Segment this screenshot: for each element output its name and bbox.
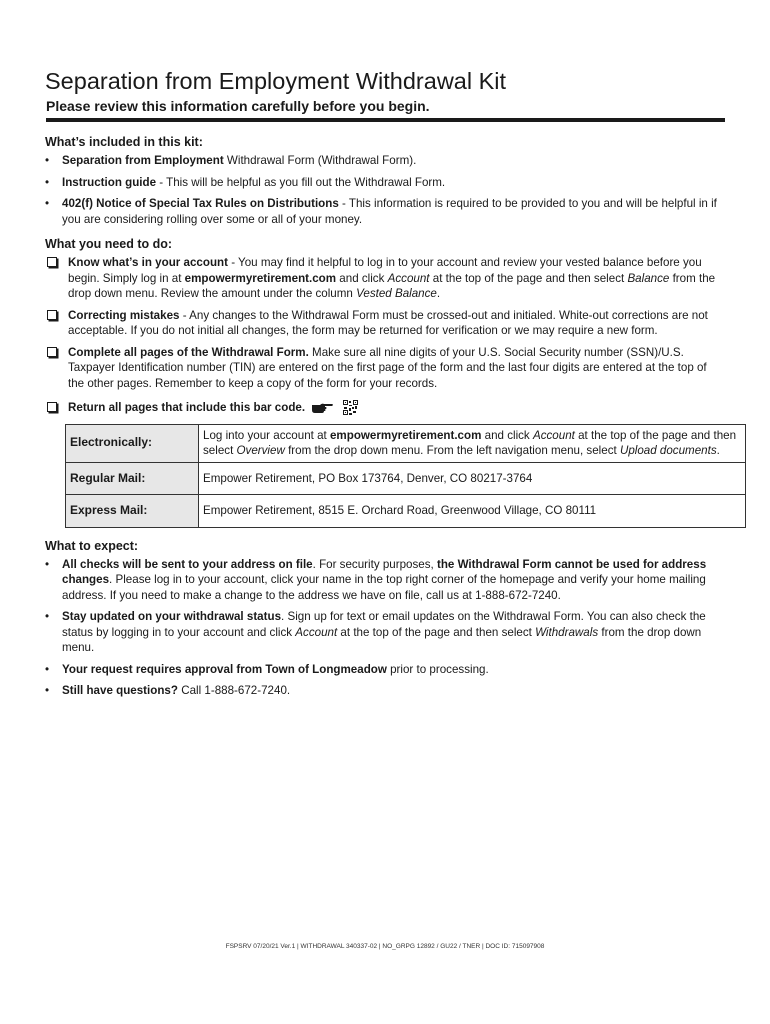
page-title: Separation from Employment Withdrawal Kit [45, 68, 507, 94]
table-row [66, 424, 746, 462]
checkbox-icon [47, 257, 57, 267]
website-link[interactable]: empowermyretirement.com [329, 428, 482, 442]
document-page [45, 66, 737, 705]
list-item: • Separation from Employment Withdrawal Form (Withdrawal Form). [45, 154, 417, 167]
list-item: • Your request requires approval from Town of Longmeadow prior to processing. [45, 662, 489, 676]
row-value: Log into your account at empowermyretirement.com and click Account at the top of the page and then select Overview from the drop down menu. From the left navigation menu, select Upload documents. [199, 424, 746, 462]
checklist-item-barcode: Return all pages that include this bar code. [45, 400, 725, 416]
page-subtitle: Please review this information carefully before you begin. [46, 97, 725, 122]
list-item: • Still have questions? Call 1-888-672-7240. [45, 684, 291, 697]
checkbox-icon [47, 402, 57, 412]
included-heading: What’s included in this kit: [45, 135, 203, 149]
row-label: Regular Mail: [66, 462, 199, 495]
website-link[interactable]: empowermyretirement.com [184, 271, 337, 285]
need-heading: What you need to do: [45, 237, 173, 251]
row-label: Electronically: [66, 424, 199, 462]
table-row [66, 462, 746, 495]
included-list [45, 153, 725, 227]
expect-heading: What to expect: [45, 538, 139, 553]
list-item: • Stay updated on your withdrawal status. Sign up for text or email updates on the Withdrawal Form. You can also check the status by logging in to your account and click Account at the top of the page and then select Withdrawals from the drop down menu. [45, 610, 706, 654]
qr-code-icon [343, 400, 358, 415]
row-value: Empower Retirement, 8515 E. Orchard Road, Greenwood Village, CO 80111 [199, 495, 746, 528]
need-checklist [45, 255, 725, 416]
list-item: • Instruction guide - This will be helpful as you fill out the Withdrawal Form. [45, 175, 446, 189]
submission-methods-table [65, 424, 746, 528]
list-item: • 402(f) Notice of Special Tax Rules on Distributions - This information is required to be provided to you and will be helpful in if you are considering rolling over some or all of your money. [45, 197, 717, 226]
expect-list [45, 557, 725, 699]
pointing-hand-icon [312, 402, 334, 414]
checklist-item-mistakes: Correcting mistakes - Any changes to the Withdrawal Form must be crossed-out and initialed. White-out corrections are not acceptable. If you do not initial all changes, the form may be returned for verification or we may require a new form. [45, 308, 725, 339]
table-row [66, 495, 746, 528]
row-value: Empower Retirement, PO Box 173764, Denver, CO 80217-3764 [199, 462, 746, 495]
checklist-item-complete-pages: Complete all pages of the Withdrawal Form. Make sure all nine digits of your U.S. Social Security number (SSN)/U.S. Taxpayer Identification number (TIN) are entered on the first page of the form and the last four digits are entered at the top of the other pages. Remember to keep a copy of the form for your records. [45, 345, 725, 392]
checklist-item-account: Know what’s in your account - You may find it helpful to log in to your account and review your vested balance before you begin. Simply log in at empowermyretirement.com and click Account at the top of the page and then select Balance from the drop down menu. Review the amount under the column Vested Balance. [45, 255, 725, 302]
checkbox-icon [47, 347, 57, 357]
list-item: • All checks will be sent to your address on file. For security purposes, the Withdrawal Form cannot be used for address changes. Please log in to your account, click your name in the top right corner of the homepage and verify your home mailing address. If you need to make a change to the address we have on file, call us at 1-888-672-7240. [45, 557, 707, 602]
document-footer: FSPSRV 07/20/21 Ver.1 | WITHDRAWAL 340337-02 | NO_GRPG 12892 / GU22 / TNER | DOC ID: 715097908 [225, 943, 545, 950]
row-label: Express Mail: [66, 495, 199, 528]
checkbox-icon [47, 310, 57, 320]
